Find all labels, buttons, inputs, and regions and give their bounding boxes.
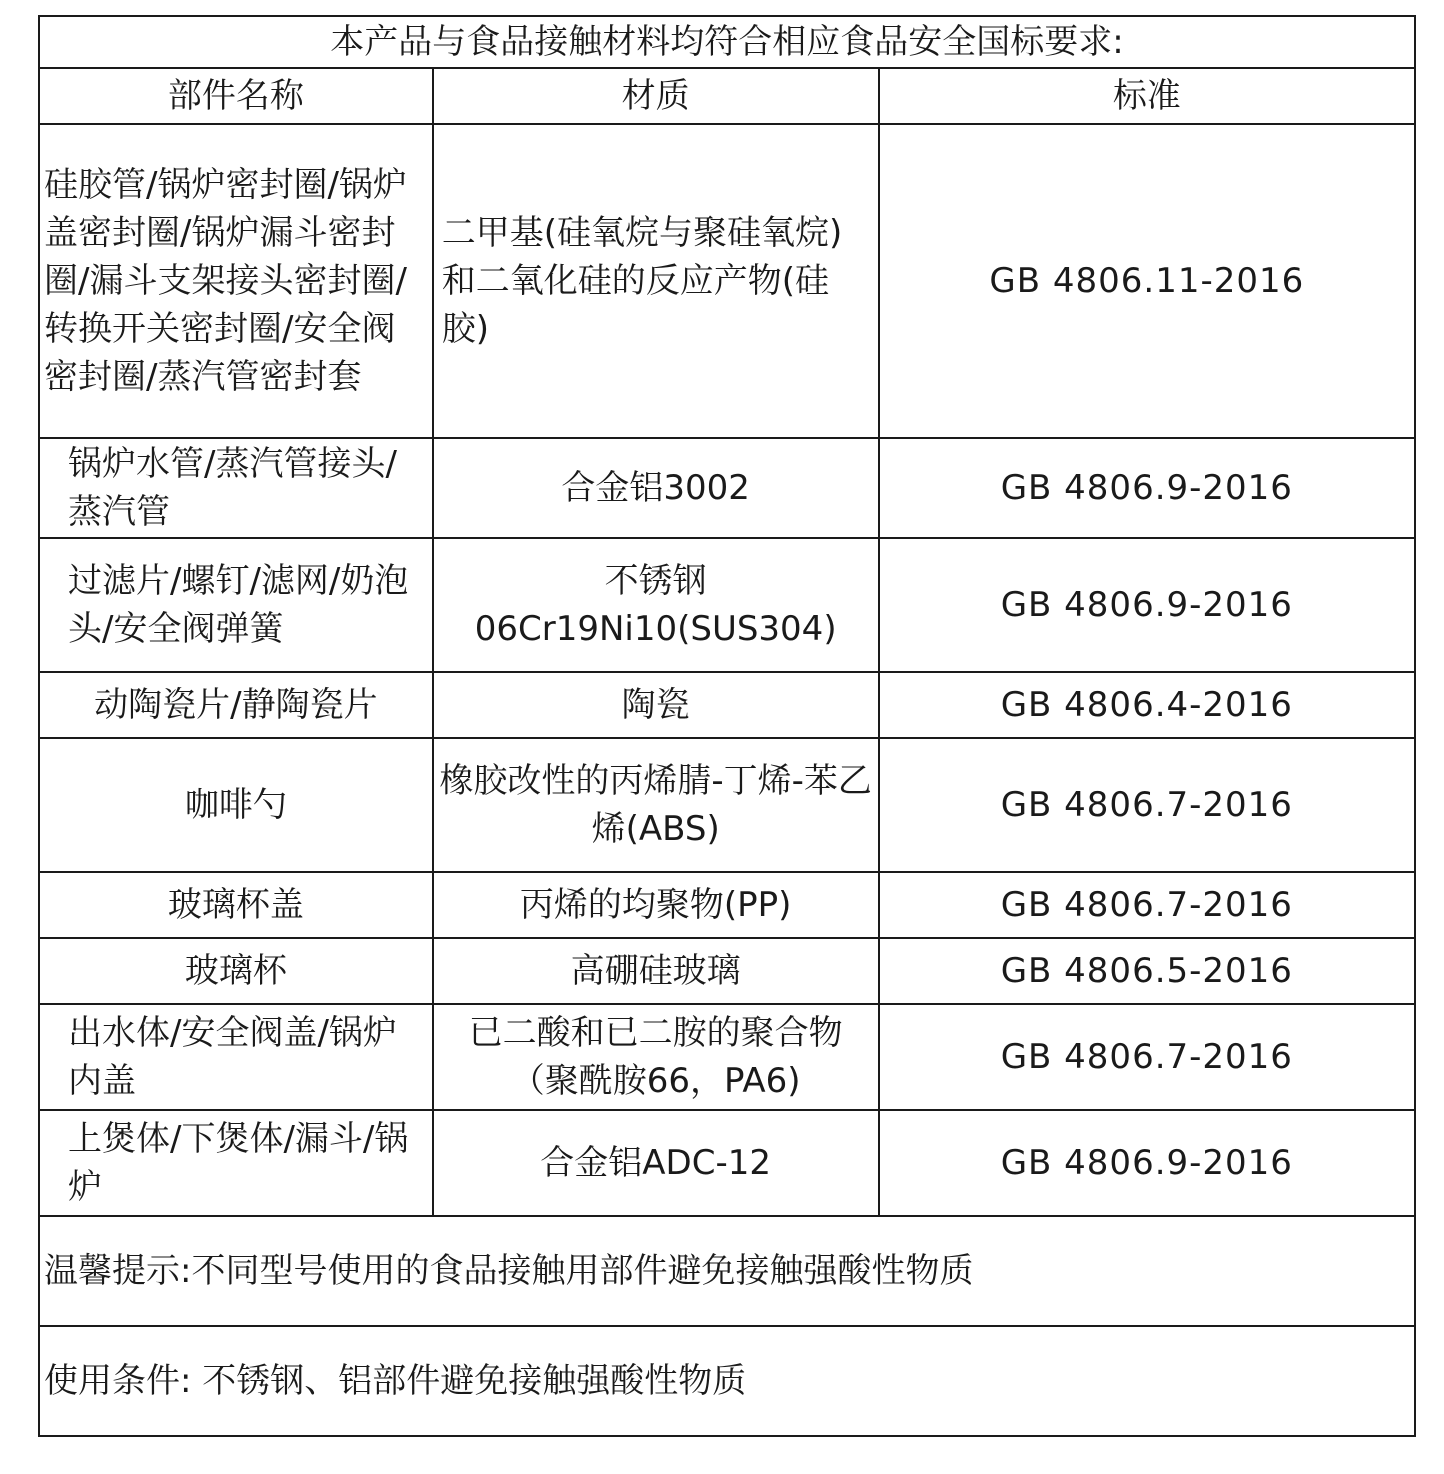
table-row (39, 124, 1415, 438)
material-cell: 高硼硅玻璃 (433, 938, 879, 1004)
standard-cell: GB 4806.11-2016 (879, 124, 1415, 438)
table-row (39, 738, 1415, 872)
part-name-cell: 锅炉水管/蒸汽管接头/蒸汽管 (39, 438, 433, 538)
part-name-cell: 玻璃杯盖 (39, 872, 433, 938)
usage-condition-note: 使用条件: 不锈钢、铝部件避免接触强酸性物质 (39, 1326, 1415, 1436)
table-row (39, 938, 1415, 1004)
standard-cell: GB 4806.9-2016 (879, 438, 1415, 538)
condition-row (39, 1326, 1415, 1436)
food-contact-materials-table (38, 15, 1416, 1437)
header-part-name: 部件名称 (39, 68, 433, 124)
standard-cell: GB 4806.5-2016 (879, 938, 1415, 1004)
part-name-cell: 硅胶管/锅炉密封圈/锅炉盖密封圈/锅炉漏斗密封圈/漏斗支架接头密封圈/转换开关密封圈/安全阀密封圈/蒸汽管密封套 (39, 124, 433, 438)
standard-cell: GB 4806.9-2016 (879, 1110, 1415, 1216)
material-cell: 丙烯的均聚物(PP) (433, 872, 879, 938)
part-name-cell: 出水体/安全阀盖/锅炉内盖 (39, 1004, 433, 1110)
standard-cell: GB 4806.7-2016 (879, 1004, 1415, 1110)
part-name-cell: 咖啡勺 (39, 738, 433, 872)
material-cell: 二甲基(硅氧烷与聚硅氧烷)和二氧化硅的反应产物(硅胶) (433, 124, 879, 438)
tip-row (39, 1216, 1415, 1326)
material-cell: 合金铝ADC-12 (433, 1110, 879, 1216)
part-name-cell: 上煲体/下煲体/漏斗/锅炉 (39, 1110, 433, 1216)
header-standard: 标准 (879, 68, 1415, 124)
table-title: 本产品与食品接触材料均符合相应食品安全国标要求: (39, 16, 1415, 68)
table-title-row (39, 16, 1415, 68)
table-row (39, 438, 1415, 538)
standard-cell: GB 4806.7-2016 (879, 738, 1415, 872)
table-row (39, 1004, 1415, 1110)
part-name-cell: 动陶瓷片/静陶瓷片 (39, 672, 433, 738)
table-header-row (39, 68, 1415, 124)
table-row (39, 538, 1415, 672)
part-name-cell: 过滤片/螺钉/滤网/奶泡头/安全阀弹簧 (39, 538, 433, 672)
header-material: 材质 (433, 68, 879, 124)
material-cell: 不锈钢06Cr19Ni10(SUS304) (433, 538, 879, 672)
standard-cell: GB 4806.9-2016 (879, 538, 1415, 672)
table-row (39, 672, 1415, 738)
material-cell: 合金铝3002 (433, 438, 879, 538)
table-row (39, 872, 1415, 938)
part-name-cell: 玻璃杯 (39, 938, 433, 1004)
standard-cell: GB 4806.7-2016 (879, 872, 1415, 938)
warm-tip-note: 温馨提示:不同型号使用的食品接触用部件避免接触强酸性物质 (39, 1216, 1415, 1326)
material-cell: 已二酸和已二胺的聚合物（聚酰胺66，PA6) (433, 1004, 879, 1110)
standard-cell: GB 4806.4-2016 (879, 672, 1415, 738)
material-cell: 橡胶改性的丙烯腈-丁烯-苯乙烯(ABS) (433, 738, 879, 872)
material-cell: 陶瓷 (433, 672, 879, 738)
table-row (39, 1110, 1415, 1216)
